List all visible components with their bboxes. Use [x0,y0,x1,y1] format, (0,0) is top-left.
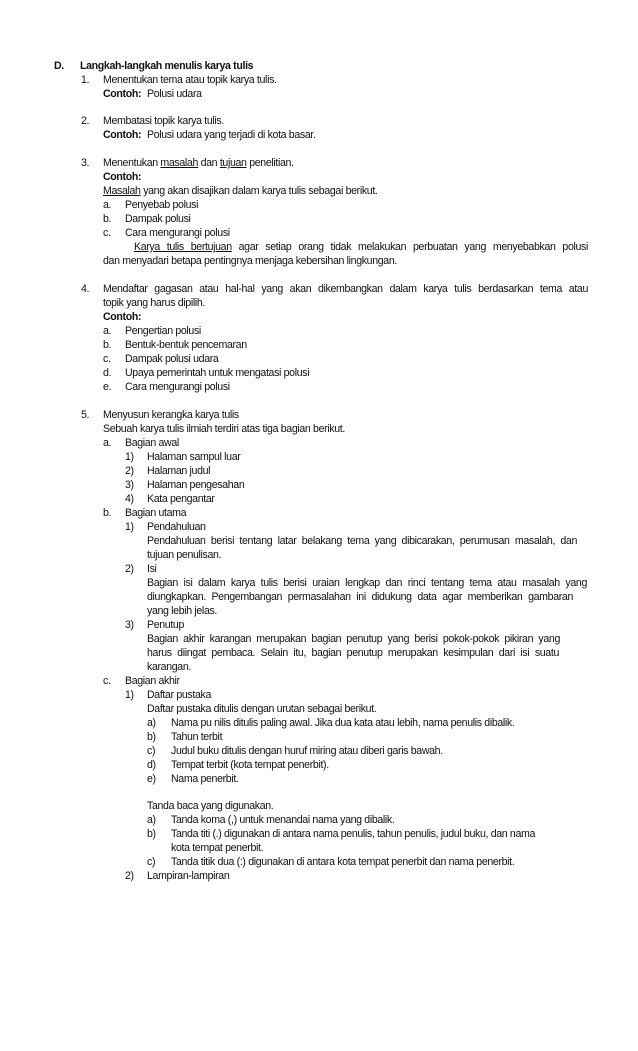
marks-intro: Tanda baca yang digunakan. [147,800,274,812]
list-marker: 1) [125,521,134,533]
section-marker: D. [54,60,64,72]
step-number: 4. [81,283,90,295]
list-marker: e. [103,381,112,393]
purpose-lead: Karya tulis bertujuan [134,241,232,253]
list-marker: 2) [125,870,134,882]
step-title [103,157,294,170]
step-line: Mendaftar gagasan atau hal-hal yang akan dikembangkan dalam karya tulis berdasarkan tema atau [103,283,588,295]
masalah-term: masalah [160,157,198,169]
section-title: Langkah-langkah menulis karya tulis [80,60,254,72]
list-marker: 3) [125,619,134,631]
paragraph-line: tujuan penulisan. [147,549,222,561]
list-marker: 4) [125,493,134,505]
paragraph-line: karangan. [147,661,191,673]
step-number: 1. [81,74,90,86]
paragraph-line: diungkapkan. Pengembangan permasalahan ini didukung data agar memberikan gambaran [147,591,573,603]
list-marker: c) [147,745,156,757]
list-item: Penyebab polusi [125,199,199,211]
list-item: Cara mengurangi polusi [125,381,230,393]
list-item: Tanda titik dua (:) digunakan di antara kota tempat penerbit dan nama penerbit. [171,856,515,868]
subpart-title: Daftar pustaka [147,689,211,701]
paragraph-line: Bagian akhir karangan merupakan bagian penutup yang berisi pokok-pokok pikiran yang [147,633,560,645]
list-item: Halaman pengesahan [147,479,245,491]
tujuan-term: tujuan [219,157,247,169]
masalah-rest: yang akan disajikan dalam karya tulis sebagai berikut. [143,185,378,197]
list-marker: c) [147,856,156,868]
list-marker: c. [103,675,111,687]
list-item: Pengertian polusi [125,325,201,337]
example-text: Polusi udara yang terjadi di kota basar. [147,129,316,141]
title-part: penelitian. [249,157,294,169]
list-marker: a. [103,437,112,449]
list-item: Upaya pemerintah untuk mengatasi polusi [125,367,310,379]
list-item: Halaman judul [147,465,211,477]
part-title: Bagian akhir [125,675,180,687]
list-marker: 1) [125,689,134,701]
paragraph-line: Bagian isi dalam karya tulis berisi uraian lengkap dan rinci tentang tema atau masalah yang [147,577,587,589]
list-marker: c. [103,227,111,239]
step-intro: Sebuah karya tulis ilmiah terdiri atas tiga bagian berikut. [103,423,345,435]
list-marker: a. [103,325,112,337]
list-marker: e) [147,773,156,785]
part-title: Bagian awal [125,437,179,449]
list-item: Nama penerbit. [171,773,239,785]
paragraph-line: harus diingat pembaca. Selain itu, bagian penutup merupakan kesimpulan dari isi suatu [147,647,559,659]
list-item: Cara mengurangi polusi [125,227,230,239]
example-label: Contoh: [103,88,142,100]
paragraph-line: Pendahuluan berisi tentang latar belakang tema yang dibicarakan, perumusan masalah, dan [147,535,577,547]
example-label: Contoh: [103,171,142,183]
list-item: Tahun terbit [171,731,223,743]
paragraph-line: Daftar pustaka ditulis dengan urutan sebagai berikut. [147,703,377,715]
list-item: Bentuk-bentuk pencemaran [125,339,247,351]
list-marker: b. [103,213,112,225]
list-item: Kata pengantar [147,493,215,505]
list-marker: 3) [125,479,134,491]
list-marker: d. [103,367,112,379]
list-marker: a) [147,717,156,729]
subpart-title: Isi [147,563,157,575]
title-part: Menentukan [103,157,158,169]
list-item: Dampak polusi [125,213,191,225]
list-marker: 2) [125,465,134,477]
example-label: Contoh: [103,129,142,141]
purpose-line [134,241,588,254]
step-title: Menyusun kerangka karya tulis [103,409,239,421]
list-item: Tanda titi (.) digunakan di antara nama penulis, tahun penulis, judul buku, dan nama [171,828,536,840]
step-line: topik yang harus dipilih. [103,297,205,309]
list-marker: b) [147,731,156,743]
list-marker: b. [103,507,112,519]
subpart-title: Pendahuluan [147,521,206,533]
subpart-title: Penutup [147,619,185,631]
list-marker: 1) [125,451,134,463]
list-marker: a) [147,814,156,826]
step-number: 2. [81,115,90,127]
example-text: Polusi udara [147,88,202,100]
step-title: Menentukan tema atau topik karya tulis. [103,74,277,86]
list-item-cont: kota tempat penerbit. [171,842,264,854]
step-title: Membatasi topik karya tulis. [103,115,224,127]
part-title: Bagian utama [125,507,187,519]
list-marker: c. [103,353,111,365]
title-part: dan [200,157,218,169]
list-marker: 2) [125,563,134,575]
paragraph-line: yang lebih jelas. [147,605,218,617]
list-item: Halaman sampul luar [147,451,241,463]
list-item: Judul buku ditulis dengan huruf miring atau diberi garis bawah. [171,745,443,757]
purpose-rest: agar setiap orang tidak melakukan perbuatan yang menyebabkan polusi [238,241,588,253]
example-label: Contoh: [103,311,142,323]
step-number: 5. [81,409,90,421]
list-item: Dampak polusi udara [125,353,219,365]
list-marker: d) [147,759,156,771]
subpart-title: Lampiran-lampiran [147,870,230,882]
list-item: Tempat terbit (kota tempat penerbit). [171,759,329,771]
list-item: Nama pu nilis ditulis paling awal. Jika dua kata atau lebih, nama penulis dibalik. [171,717,515,729]
list-item: Tanda koma (,) untuk menandai nama yang dibalik. [171,814,395,826]
list-marker: b) [147,828,156,840]
masalah-line [103,185,378,198]
masalah-word: Masalah [103,185,141,197]
step-number: 3. [81,157,90,169]
purpose-line-2: dan menyadari betapa pentingnya menjaga kebersihan lingkungan. [103,255,397,267]
list-marker: b. [103,339,112,351]
list-marker: a. [103,199,112,211]
